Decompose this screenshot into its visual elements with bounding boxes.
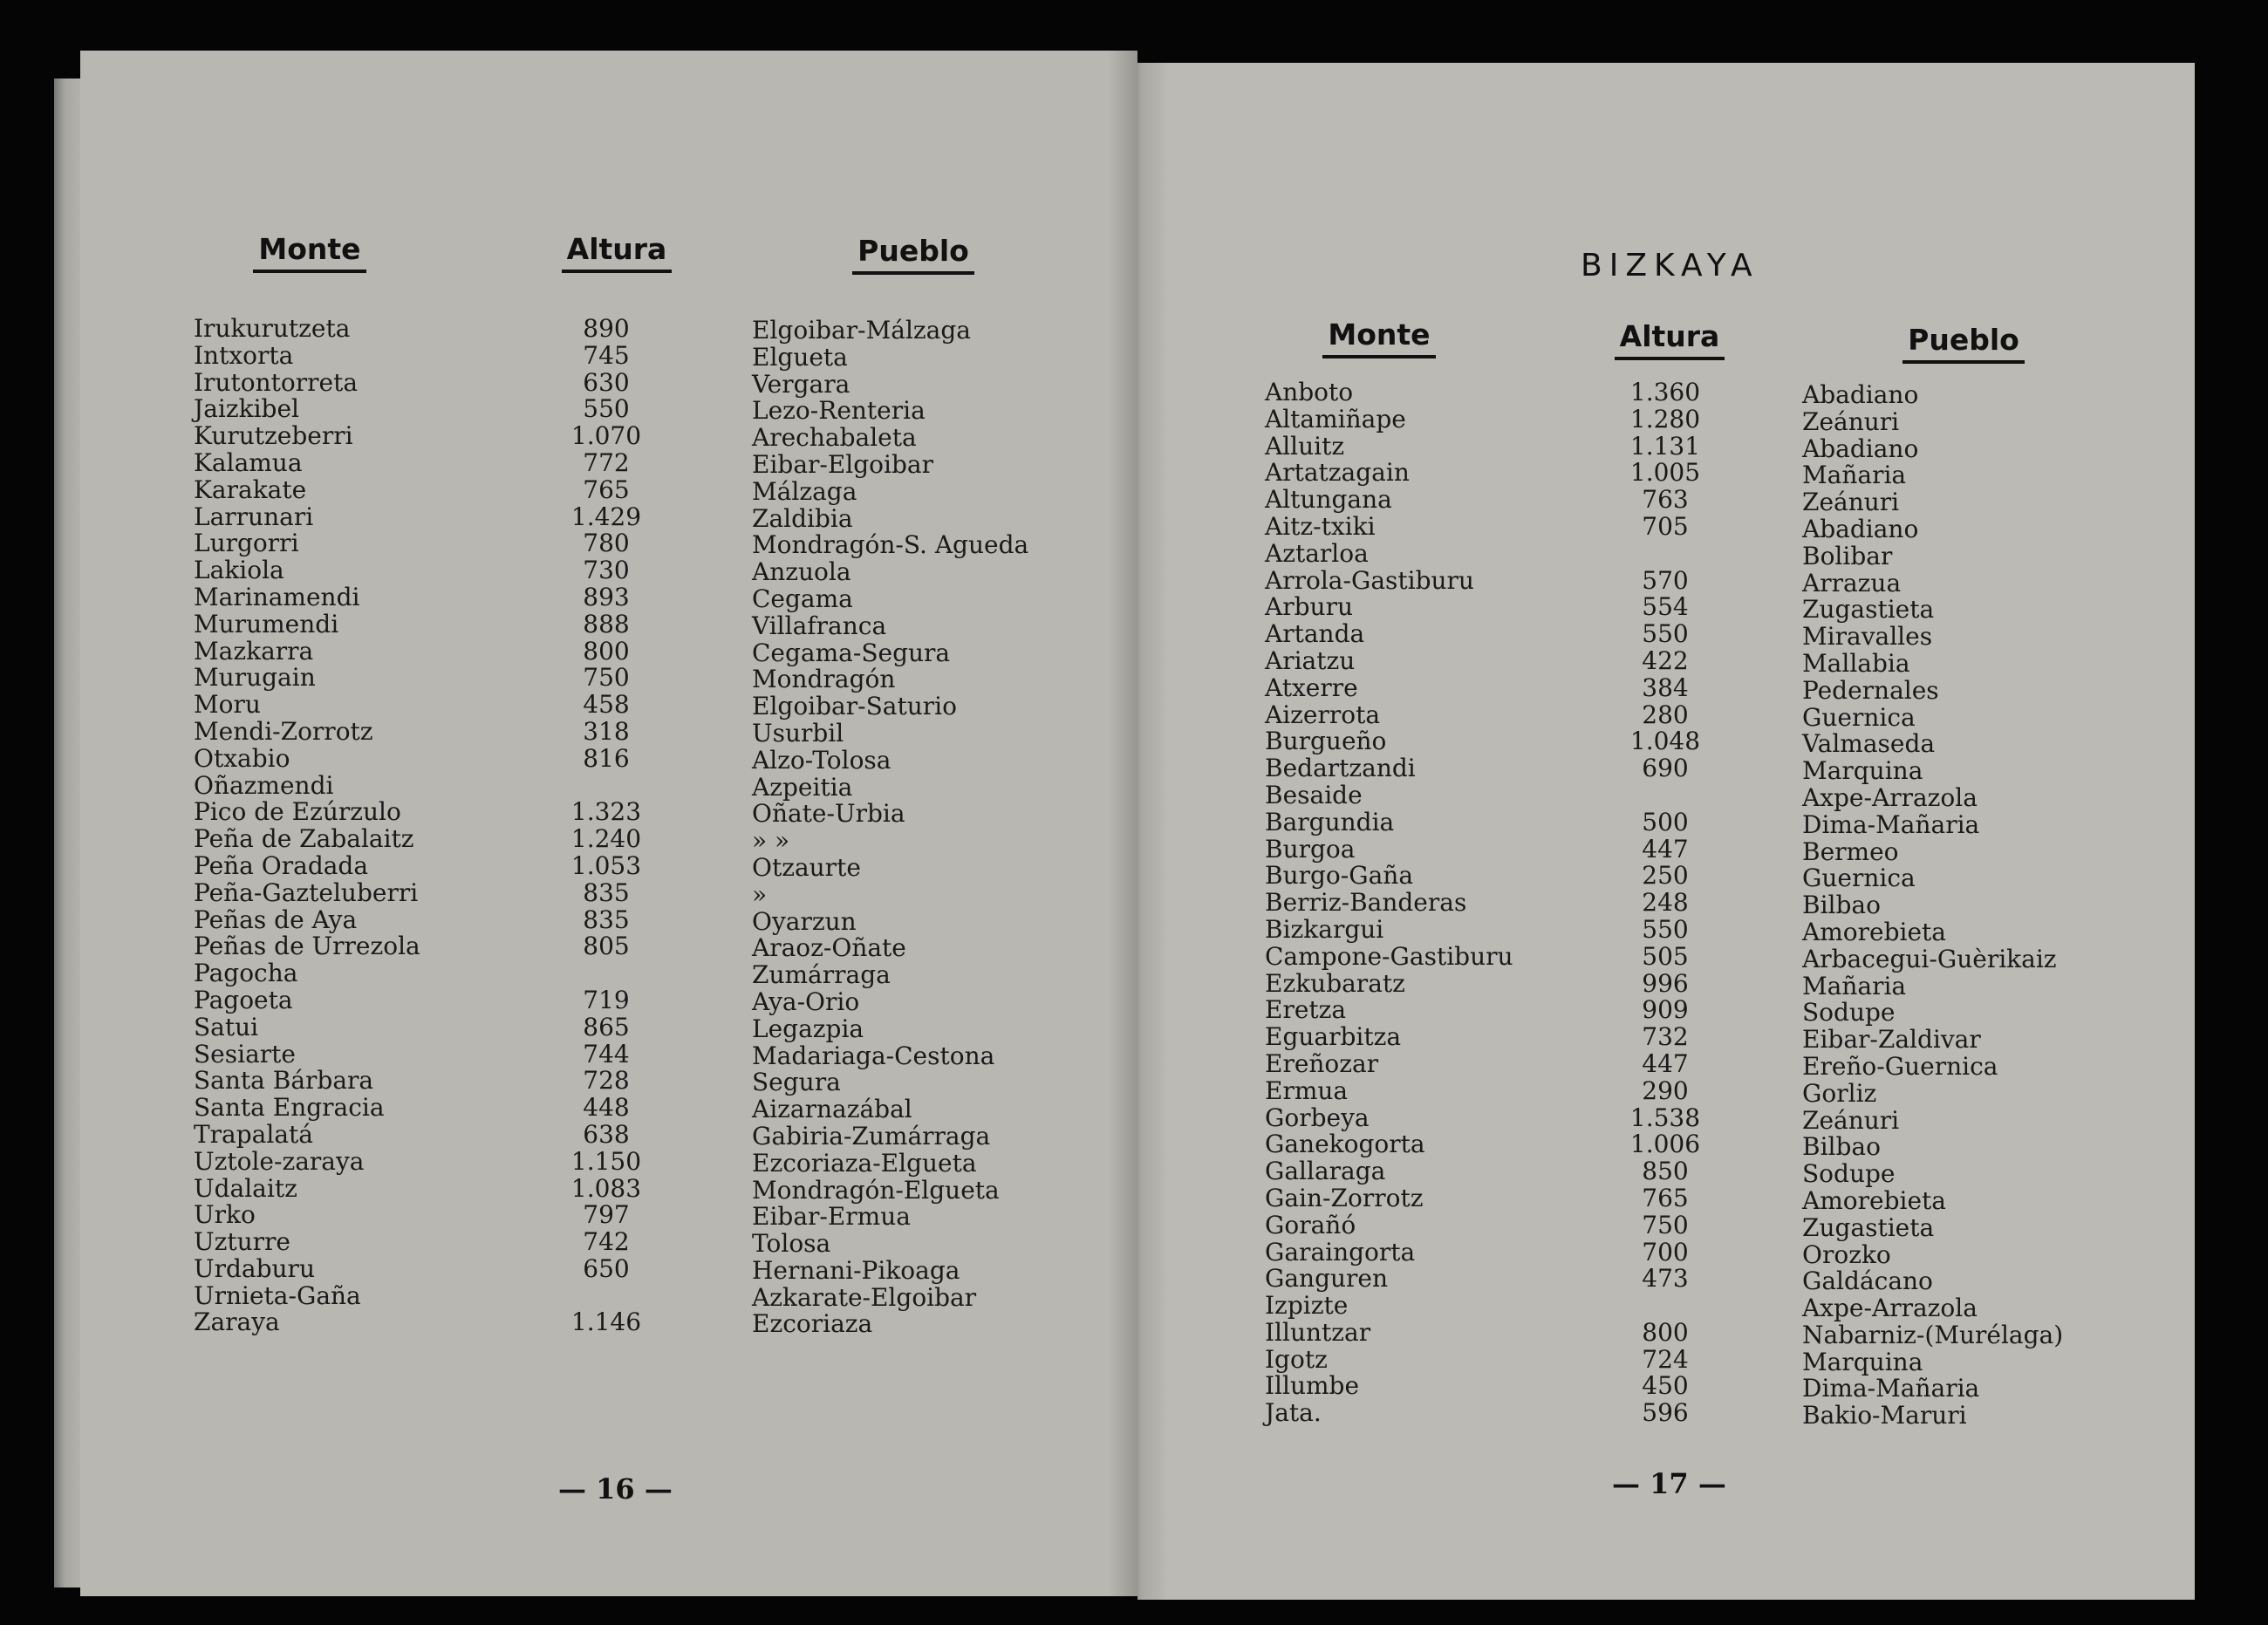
pueblo-entry: Alzo-Tolosa bbox=[752, 745, 891, 775]
pueblo-entry: » bbox=[752, 879, 768, 909]
pueblo-entry: Eibar-Ermua bbox=[752, 1202, 911, 1232]
pueblo-entry: Zeánuri bbox=[1802, 488, 1900, 517]
pueblo-entry: Zeánuri bbox=[1802, 406, 1900, 436]
altura-entry: 318 bbox=[583, 716, 630, 746]
altura-entry: 505 bbox=[1642, 941, 1689, 971]
monte-entry: Gallaraga bbox=[1265, 1157, 1386, 1186]
monte-list bbox=[1265, 379, 1579, 1427]
monte-entry: Jaizkibel bbox=[194, 394, 299, 424]
altura-list bbox=[541, 316, 672, 1336]
altura-entry: 422 bbox=[1642, 645, 1689, 675]
monte-entry: Bargundia bbox=[1265, 807, 1395, 836]
altura-entry: 596 bbox=[1642, 1398, 1689, 1428]
pueblo-entry: Orozko bbox=[1802, 1239, 1891, 1269]
monte-entry: Igotz bbox=[1265, 1344, 1328, 1374]
altura-entry: 550 bbox=[1642, 619, 1689, 649]
monte-entry: Kalamua bbox=[194, 447, 303, 477]
pueblo-entry: Guernica bbox=[1802, 702, 1916, 732]
pueblo-entry: Mondragón bbox=[752, 665, 896, 694]
altura-entry bbox=[1600, 1293, 1731, 1320]
pueblo-entry: Araoz-Oñate bbox=[752, 933, 906, 963]
left-page bbox=[80, 51, 1137, 1596]
altura-entry: 448 bbox=[583, 1093, 630, 1123]
monte-entry: Eretza bbox=[1265, 995, 1347, 1025]
pueblo-entry: Mañaria bbox=[1802, 461, 1907, 490]
header-pueblo: Pueblo bbox=[830, 234, 996, 268]
monte-entry: Satui bbox=[194, 1012, 259, 1041]
monte-entry: Peña de Zabalaitz bbox=[194, 824, 414, 854]
pueblo-entry: Zugastieta bbox=[1802, 1212, 1935, 1242]
altura-entry: 1.083 bbox=[570, 1173, 642, 1203]
altura-list bbox=[1600, 379, 1731, 1427]
monte-entry: Arrola-Gastiburu bbox=[1265, 565, 1474, 595]
pueblo-entry: » » bbox=[752, 826, 790, 856]
pueblo-entry: Arechabaleta bbox=[752, 423, 917, 453]
altura-entry: 763 bbox=[1642, 485, 1689, 515]
pueblo-entry: Bermeo bbox=[1802, 836, 1899, 866]
altura-entry: 890 bbox=[583, 314, 630, 343]
altura-entry: 797 bbox=[583, 1200, 630, 1230]
monte-entry: Alluitz bbox=[1265, 431, 1345, 461]
monte-entry: Peñas de Aya bbox=[194, 905, 358, 934]
altura-entry bbox=[541, 773, 672, 800]
monte-entry: Urko bbox=[194, 1200, 256, 1230]
altura-entry: 1.048 bbox=[1629, 727, 1701, 756]
monte-entry: Gorbeya bbox=[1265, 1103, 1370, 1132]
monte-entry: Artatzagain bbox=[1265, 458, 1410, 488]
altura-entry: 765 bbox=[583, 475, 630, 504]
altura-entry: 1.360 bbox=[1629, 378, 1701, 406]
altura-entry: 816 bbox=[583, 743, 630, 773]
pueblo-entry: Nabarniz-(Murélaga) bbox=[1802, 1320, 2064, 1349]
pueblo-entry: Arbacegui-Guèrikaiz bbox=[1802, 944, 2057, 973]
pueblo-entry: Eibar-Zaldivar bbox=[1802, 1025, 1981, 1055]
altura-entry: 280 bbox=[1642, 700, 1689, 729]
altura-entry: 473 bbox=[1642, 1264, 1689, 1294]
monte-entry: Urnieta-Gaña bbox=[194, 1280, 361, 1310]
altura-entry: 1.053 bbox=[570, 850, 642, 880]
monte-entry: Aztarloa bbox=[1265, 538, 1369, 568]
monte-entry: Sesiarte bbox=[194, 1039, 296, 1069]
pueblo-entry: Cegama-Segura bbox=[752, 638, 951, 667]
monte-entry: Ganguren bbox=[1265, 1264, 1389, 1294]
altura-entry bbox=[1600, 782, 1731, 809]
altura-entry: 835 bbox=[583, 905, 630, 934]
monte-entry: Murugain bbox=[194, 663, 316, 693]
pueblo-entry: Amorebieta bbox=[1802, 1185, 1946, 1215]
altura-entry bbox=[541, 960, 672, 987]
monte-entry: Urdaburu bbox=[194, 1253, 315, 1283]
pueblo-entry: Legazpia bbox=[752, 1014, 864, 1043]
altura-entry: 705 bbox=[1642, 511, 1689, 541]
pueblo-entry: Azpeitia bbox=[752, 772, 853, 802]
monte-entry: Ezkubaratz bbox=[1265, 968, 1405, 998]
pueblo-entry: Bakio-Maruri bbox=[1802, 1401, 1967, 1430]
pueblo-entry: Mondragón-Elgueta bbox=[752, 1175, 1000, 1205]
monte-entry: Kurutzeberri bbox=[194, 421, 353, 451]
monte-entry: Pico de Ezúrzulo bbox=[194, 797, 401, 827]
altura-entry: 893 bbox=[583, 582, 630, 611]
header-altura: Altura bbox=[534, 232, 700, 266]
altura-entry: 1.070 bbox=[570, 421, 642, 451]
altura-entry: 447 bbox=[1642, 834, 1689, 864]
monte-entry: Arburu bbox=[1265, 592, 1353, 622]
monte-entry: Lakiola bbox=[194, 556, 284, 585]
pueblo-entry: Zaldibia bbox=[752, 503, 853, 533]
monte-entry: Gain-Zorrotz bbox=[1265, 1183, 1424, 1212]
pueblo-entry: Mondragón-S. Agueda bbox=[752, 530, 1029, 560]
pueblo-list bbox=[1802, 382, 2186, 1430]
pueblo-entry: Valmaseda bbox=[1802, 729, 1936, 759]
monte-entry: Intxorta bbox=[194, 340, 294, 370]
monte-entry: Bedartzandi bbox=[1265, 754, 1416, 783]
monte-entry: Pagoeta bbox=[194, 985, 293, 1014]
altura-entry: 1.146 bbox=[570, 1308, 642, 1337]
monte-entry: Pagocha bbox=[194, 959, 298, 988]
altura-entry: 750 bbox=[1642, 1210, 1689, 1239]
altura-entry: 248 bbox=[1642, 888, 1689, 918]
pueblo-entry: Pedernales bbox=[1802, 675, 1939, 705]
pueblo-entry: Ereño-Guernica bbox=[1802, 1051, 1998, 1081]
monte-entry: Uzturre bbox=[194, 1227, 290, 1257]
monte-entry: Aizerrota bbox=[1265, 700, 1381, 729]
monte-entry: Illuntzar bbox=[1265, 1317, 1371, 1347]
monte-entry: Moru bbox=[194, 690, 261, 720]
monte-entry: Zaraya bbox=[194, 1308, 280, 1337]
pueblo-entry: Villafranca bbox=[752, 611, 887, 640]
header-monte: Monte bbox=[1296, 317, 1462, 352]
monte-entry: Santa Bárbara bbox=[194, 1066, 374, 1096]
monte-entry: Altungana bbox=[1265, 485, 1392, 515]
region-title: BIZKAYA bbox=[1581, 248, 1759, 283]
altura-entry: 800 bbox=[583, 636, 630, 666]
monte-entry: Uztole-zaraya bbox=[194, 1146, 365, 1176]
altura-entry: 728 bbox=[583, 1066, 630, 1096]
pueblo-entry: Amorebieta bbox=[1802, 917, 1946, 946]
pueblo-entry: Vergara bbox=[752, 369, 850, 399]
altura-entry: 888 bbox=[583, 609, 630, 638]
altura-entry: 570 bbox=[1642, 565, 1689, 595]
altura-entry: 550 bbox=[583, 394, 630, 424]
pueblo-entry: Oyarzun bbox=[752, 906, 857, 936]
pueblo-entry: Abadiano bbox=[1802, 514, 1919, 543]
altura-entry: 745 bbox=[583, 340, 630, 370]
pueblo-entry: Ezcoriaza-Elgueta bbox=[752, 1148, 977, 1178]
pueblo-entry: Segura bbox=[752, 1068, 841, 1097]
monte-entry: Garaingorta bbox=[1265, 1237, 1416, 1267]
pueblo-entry: Marquina bbox=[1802, 756, 1923, 786]
altura-entry: 1.429 bbox=[570, 502, 642, 531]
monte-entry: Gorañó bbox=[1265, 1210, 1356, 1239]
altura-entry: 1.538 bbox=[1629, 1103, 1701, 1132]
pueblo-entry: Málzaga bbox=[752, 476, 857, 506]
pueblo-entry: Zumárraga bbox=[752, 960, 891, 990]
monte-entry: Udalaitz bbox=[194, 1173, 297, 1203]
altura-entry: 865 bbox=[583, 1012, 630, 1041]
book-edge bbox=[54, 79, 82, 1587]
altura-entry: 765 bbox=[1642, 1183, 1689, 1212]
pueblo-entry: Abadiano bbox=[1802, 380, 1919, 409]
pueblo-entry: Gabiria-Zumárraga bbox=[752, 1121, 991, 1150]
monte-entry: Santa Engracia bbox=[194, 1093, 385, 1123]
monte-entry: Ermua bbox=[1265, 1075, 1349, 1105]
monte-entry: Eguarbitza bbox=[1265, 1022, 1402, 1052]
altura-entry: 719 bbox=[583, 985, 630, 1014]
monte-entry: Trapalatá bbox=[194, 1119, 313, 1149]
monte-entry: Mendi-Zorrotz bbox=[194, 716, 373, 746]
altura-entry: 750 bbox=[583, 663, 630, 693]
altura-entry: 554 bbox=[1642, 592, 1689, 622]
pueblo-entry: Mañaria bbox=[1802, 971, 1907, 1000]
altura-entry: 550 bbox=[1642, 914, 1689, 944]
altura-entry: 732 bbox=[1642, 1022, 1689, 1052]
monte-entry: Aitz-txiki bbox=[1265, 511, 1376, 541]
altura-entry: 835 bbox=[583, 877, 630, 907]
altura-entry: 1.150 bbox=[570, 1146, 642, 1176]
altura-entry: 638 bbox=[583, 1119, 630, 1149]
header-altura: Altura bbox=[1587, 319, 1752, 353]
pueblo-entry: Marquina bbox=[1802, 1347, 1923, 1376]
right-page bbox=[1137, 63, 2195, 1600]
monte-entry: Burgueño bbox=[1265, 727, 1387, 756]
header-pueblo: Pueblo bbox=[1881, 323, 2046, 357]
pueblo-entry: Elgoibar-Málzaga bbox=[752, 316, 971, 345]
pueblo-entry: Anzuola bbox=[752, 557, 851, 587]
monte-list bbox=[194, 316, 508, 1336]
pueblo-entry: Aizarnazábal bbox=[752, 1095, 912, 1124]
monte-entry: Murumendi bbox=[194, 609, 339, 638]
pueblo-entry: Usurbil bbox=[752, 718, 844, 748]
monte-entry: Larrunari bbox=[194, 502, 314, 531]
altura-entry: 724 bbox=[1642, 1344, 1689, 1374]
monte-entry: Izpizte bbox=[1265, 1291, 1349, 1321]
monte-entry: Burgoa bbox=[1265, 834, 1356, 864]
altura-entry: 909 bbox=[1642, 995, 1689, 1025]
pueblo-entry: Oñate-Urbia bbox=[752, 799, 905, 829]
pueblo-entry: Tolosa bbox=[752, 1229, 831, 1259]
monte-entry: Anboto bbox=[1265, 378, 1354, 406]
pueblo-entry: Dima-Mañaria bbox=[1802, 1374, 1980, 1403]
monte-entry: Burgo-Gaña bbox=[1265, 861, 1414, 891]
monte-entry: Marinamendi bbox=[194, 582, 360, 611]
altura-entry: 742 bbox=[583, 1227, 630, 1257]
monte-entry: Peña Oradada bbox=[194, 850, 369, 880]
monte-entry: Besaide bbox=[1265, 780, 1363, 809]
monte-entry: Artanda bbox=[1265, 619, 1365, 649]
altura-entry: 650 bbox=[583, 1253, 630, 1283]
altura-entry: 500 bbox=[1642, 807, 1689, 836]
monte-entry: Ereñozar bbox=[1265, 1048, 1379, 1078]
altura-entry: 744 bbox=[583, 1039, 630, 1069]
altura-entry: 805 bbox=[583, 932, 630, 961]
pueblo-entry: Dima-Mañaria bbox=[1802, 809, 1980, 839]
monte-entry: Jata. bbox=[1265, 1398, 1322, 1428]
pueblo-entry: Gorliz bbox=[1802, 1078, 1877, 1108]
monte-entry: Oñazmendi bbox=[194, 770, 334, 800]
altura-entry: 800 bbox=[1642, 1317, 1689, 1347]
altura-entry: 690 bbox=[1642, 754, 1689, 783]
altura-entry: 384 bbox=[1642, 673, 1689, 702]
monte-entry: Otxabio bbox=[194, 743, 290, 773]
pueblo-entry: Axpe-Arrazola bbox=[1802, 782, 1978, 812]
altura-entry: 996 bbox=[1642, 968, 1689, 998]
header-monte: Monte bbox=[227, 232, 393, 266]
page-number: — 16 — bbox=[558, 1472, 673, 1506]
altura-entry: 772 bbox=[583, 447, 630, 477]
pueblo-entry: Arrazua bbox=[1802, 568, 1902, 597]
altura-entry: 850 bbox=[1642, 1157, 1689, 1186]
pueblo-entry: Otzaurte bbox=[752, 852, 861, 882]
altura-entry: 1.006 bbox=[1629, 1130, 1701, 1159]
altura-entry: 1.240 bbox=[570, 824, 642, 854]
pueblo-entry: Mallabia bbox=[1802, 648, 1910, 678]
altura-entry bbox=[1600, 541, 1731, 568]
altura-entry: 730 bbox=[583, 556, 630, 585]
pueblo-entry: Eibar-Elgoibar bbox=[752, 449, 933, 479]
pueblo-entry: Miravalles bbox=[1802, 622, 1933, 652]
altura-entry: 458 bbox=[583, 690, 630, 720]
monte-entry: Campone-Gastiburu bbox=[1265, 941, 1513, 971]
pueblo-entry: Abadiano bbox=[1802, 434, 1919, 463]
monte-entry: Ganekogorta bbox=[1265, 1130, 1425, 1159]
altura-entry: 447 bbox=[1642, 1048, 1689, 1078]
altura-entry: 290 bbox=[1642, 1075, 1689, 1105]
monte-entry: Berriz-Banderas bbox=[1265, 888, 1467, 918]
pueblo-entry: Bilbao bbox=[1802, 1132, 1881, 1162]
pueblo-entry: Ezcoriaza bbox=[752, 1309, 873, 1339]
pueblo-entry: Axpe-Arrazola bbox=[1802, 1294, 1978, 1323]
pueblo-entry: Aya-Orio bbox=[752, 987, 860, 1016]
monte-entry: Lurgorri bbox=[194, 529, 299, 558]
monte-entry: Ariatzu bbox=[1265, 645, 1356, 675]
monte-entry: Irukurutzeta bbox=[194, 314, 351, 343]
monte-entry: Peñas de Urrezola bbox=[194, 932, 420, 961]
altura-entry: 250 bbox=[1642, 861, 1689, 891]
pueblo-entry: Hernani-Pikoaga bbox=[752, 1255, 960, 1285]
monte-entry: Peña-Gazteluberri bbox=[194, 877, 419, 907]
pueblo-entry: Cegama bbox=[752, 584, 853, 613]
altura-entry: 630 bbox=[583, 367, 630, 397]
altura-entry: 1.005 bbox=[1629, 458, 1701, 488]
page-number: — 17 — bbox=[1612, 1467, 1726, 1500]
pueblo-entry: Azkarate-Elgoibar bbox=[752, 1282, 977, 1312]
monte-entry: Irutontorreta bbox=[194, 367, 359, 397]
pueblo-entry: Galdácano bbox=[1802, 1267, 1933, 1296]
pueblo-entry: Madariaga-Cestona bbox=[752, 1041, 995, 1070]
altura-entry: 1.323 bbox=[570, 797, 642, 827]
monte-entry: Atxerre bbox=[1265, 673, 1358, 702]
altura-entry bbox=[541, 1283, 672, 1310]
pueblo-entry: Elgoibar-Saturio bbox=[752, 692, 957, 721]
altura-entry: 1.131 bbox=[1629, 431, 1701, 461]
monte-entry: Altamiñape bbox=[1265, 404, 1406, 434]
pueblo-entry: Elgueta bbox=[752, 342, 848, 372]
monte-entry: Karakate bbox=[194, 475, 307, 504]
pueblo-entry: Zeánuri bbox=[1802, 1105, 1900, 1135]
pueblo-entry: Sodupe bbox=[1802, 998, 1896, 1028]
monte-entry: Mazkarra bbox=[194, 636, 314, 666]
pueblo-entry: Lezo-Renteria bbox=[752, 396, 926, 426]
pueblo-entry: Bolibar bbox=[1802, 541, 1893, 570]
pueblo-entry: Zugastieta bbox=[1802, 595, 1935, 625]
monte-entry: Bizkargui bbox=[1265, 914, 1384, 944]
pueblo-entry: Sodupe bbox=[1802, 1159, 1896, 1189]
pueblo-list bbox=[752, 317, 1136, 1338]
monte-entry: Illumbe bbox=[1265, 1371, 1360, 1401]
pueblo-entry: Bilbao bbox=[1802, 891, 1881, 920]
altura-entry: 700 bbox=[1642, 1237, 1689, 1267]
altura-entry: 1.280 bbox=[1629, 404, 1701, 434]
pueblo-entry: Guernica bbox=[1802, 864, 1916, 893]
altura-entry: 450 bbox=[1642, 1371, 1689, 1401]
altura-entry: 780 bbox=[583, 529, 630, 558]
